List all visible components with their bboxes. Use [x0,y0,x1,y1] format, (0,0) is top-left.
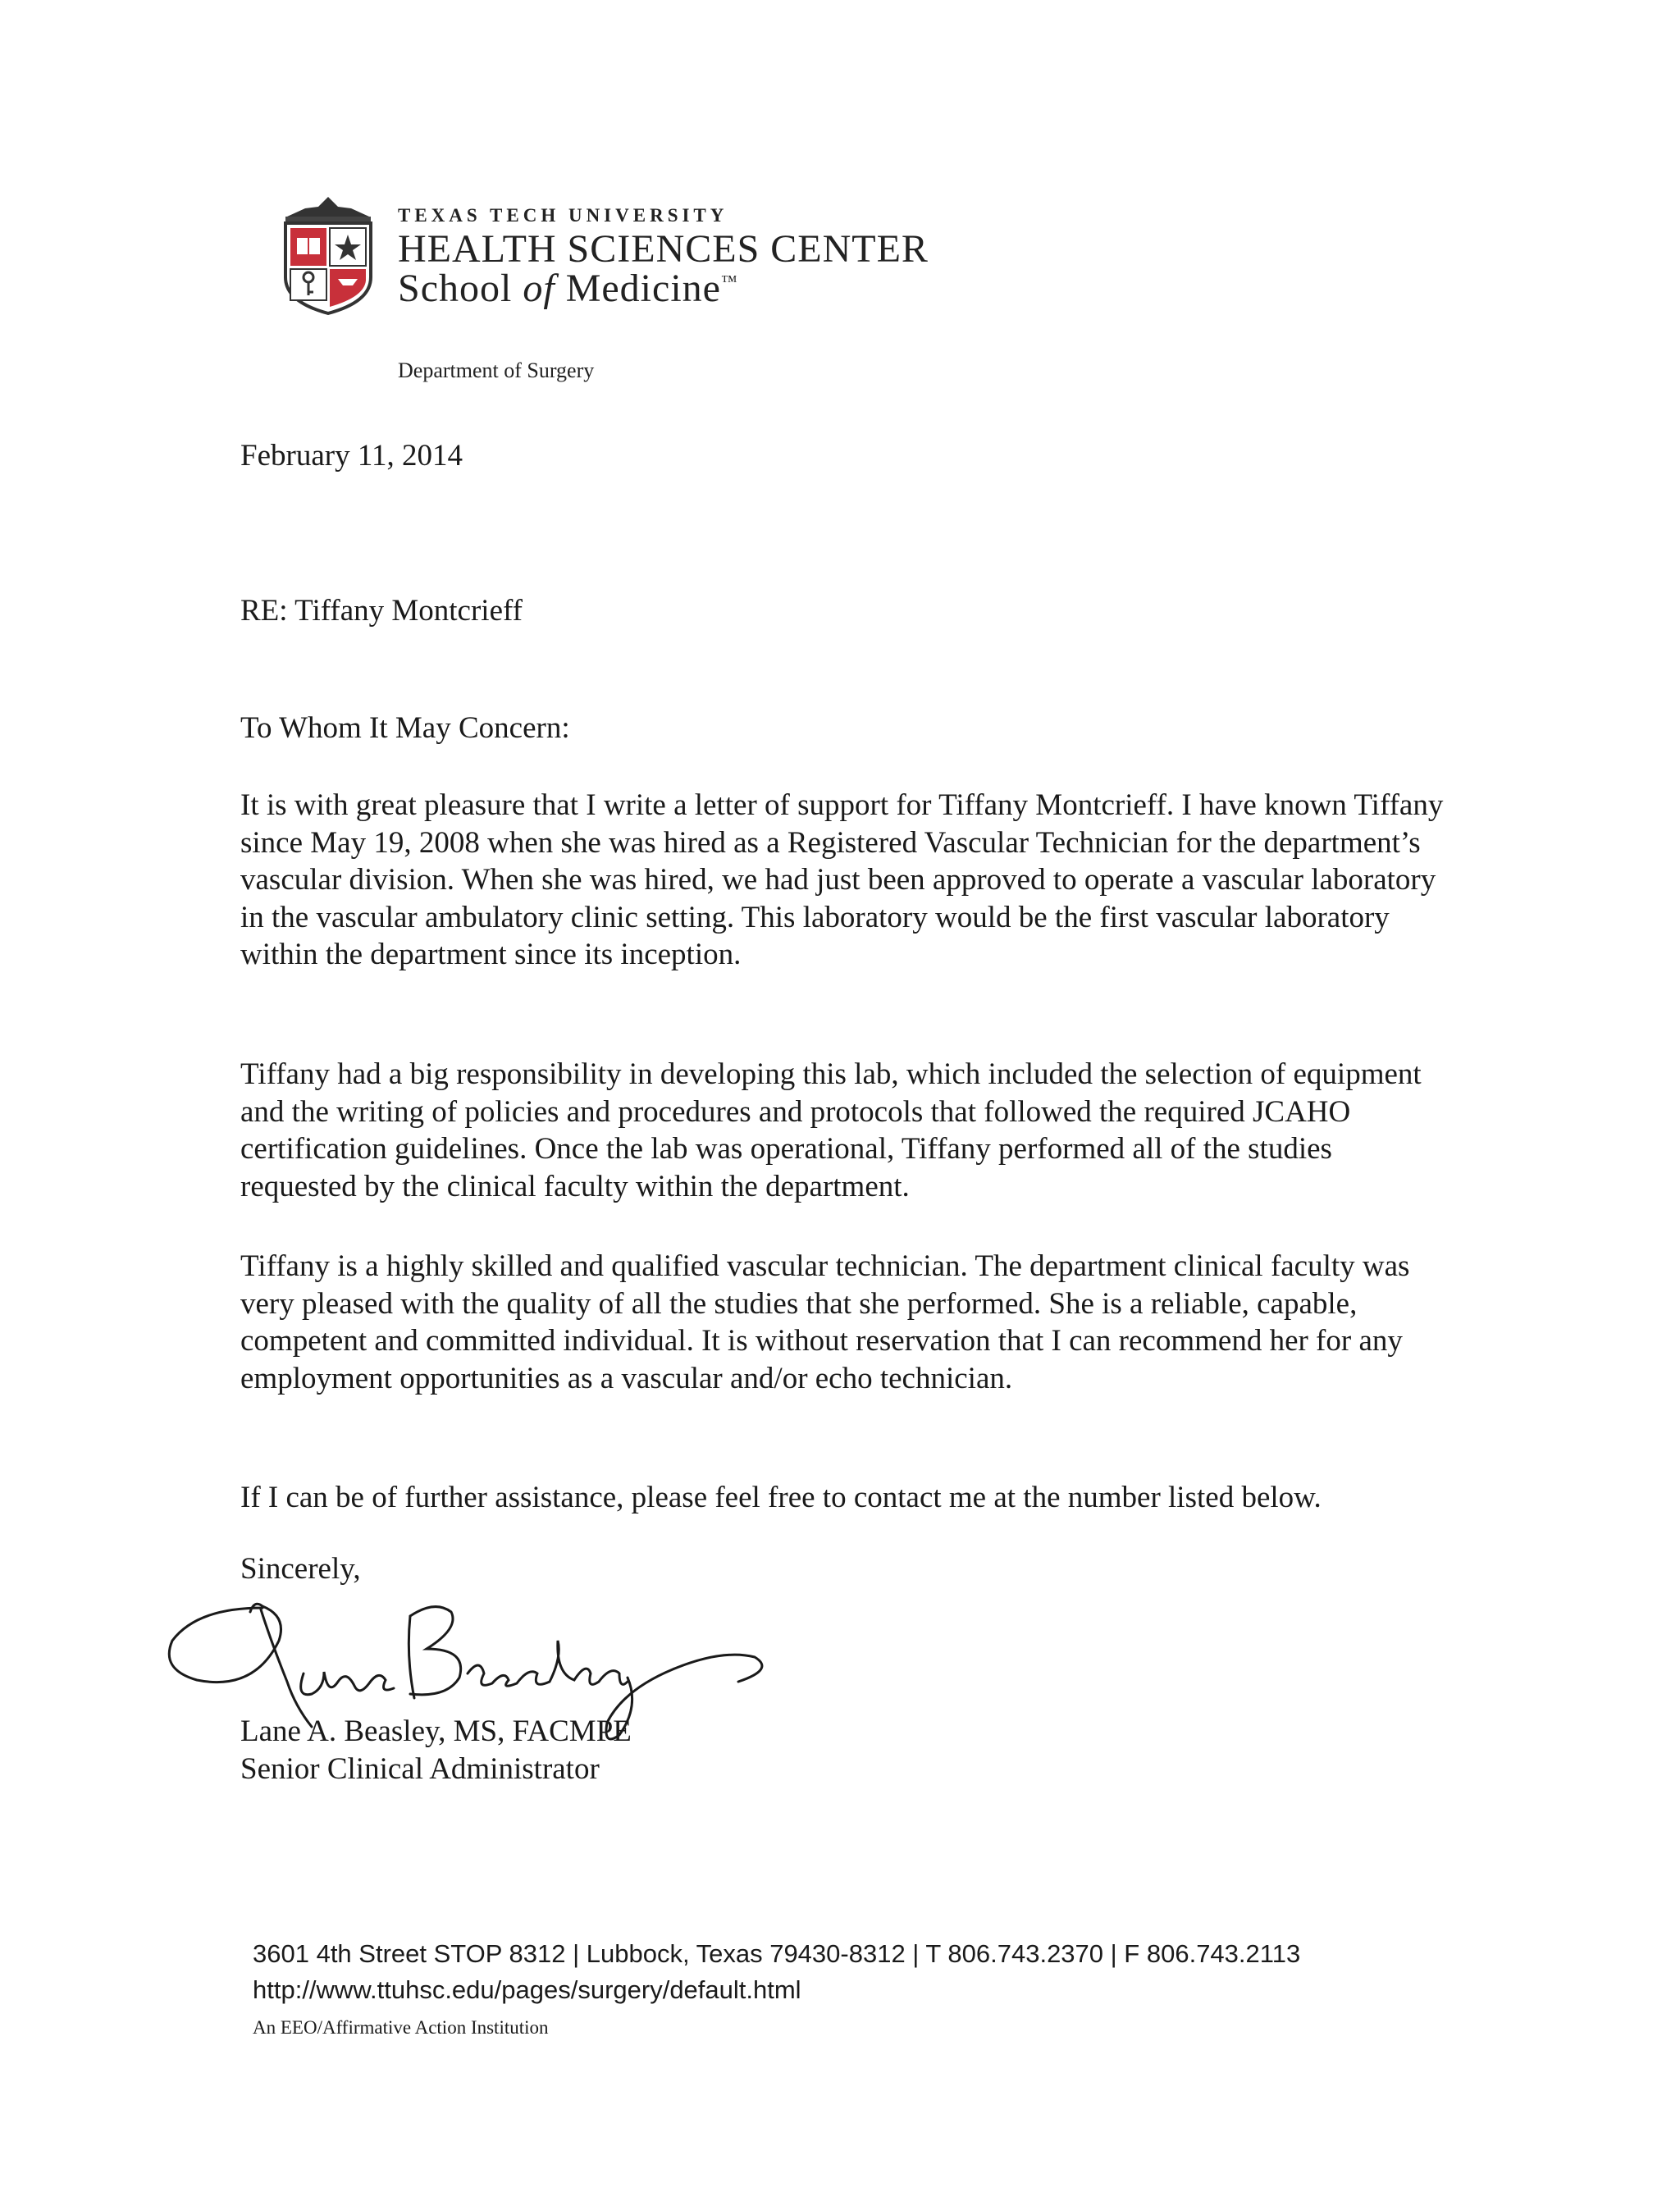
letter-date: February 11, 2014 [240,439,463,473]
school-name-prefix: School [398,267,513,310]
footer-url[interactable]: http://www.ttuhsc.edu/pages/surgery/default.html [253,1975,801,2004]
university-name: TEXAS TECH UNIVERSITY [398,205,728,226]
letter-paragraph-3 [240,1248,1446,1397]
university-shield-logo [279,195,377,315]
footer-address: 3601 4th Street STOP 8312 | Lubbock, Texas 79430-8312 | T 806.743.2370 | F 806.743.2113 [253,1939,1301,1968]
letter-closing: Sincerely, [240,1552,361,1586]
paragraph-text: It is with great pleasure that I write a letter of support for Tiffany Montcrieff. I have known Tiffany since May 19, 2008 when she was hired as a Registered Vascular Technician for the department’s vascular division. When she was hired, we had just been approved to operate a vascular laboratory in the vascular ambulatory clinic setting. This laboratory would be the first vascular laboratory within the department since its inception. [240,788,1444,971]
paragraph-text: Tiffany is a highly skilled and qualified vascular technician. The department clinical faculty was very pleased with the quality of all the studies that she performed. She is a reliable, capable, competent and committed individual. It is without reservation that I can recommend her for any employment opportunities as a vascular and/or echo technician. [240,1249,1410,1395]
letter-paragraph-2 [240,1056,1446,1205]
center-name: HEALTH SCIENCES CENTER [398,227,929,271]
trademark-mark: ™ [720,272,738,290]
department-name: Department of Surgery [398,358,595,382]
letter-paragraph-4 [240,1479,1446,1517]
school-name-of: of [523,267,555,310]
school-name [398,266,738,311]
signer-name: Lane A. Beasley, MS, FACMPE [240,1714,632,1748]
letter-subject: RE: Tiffany Montcrieff [240,594,523,628]
letter-paragraph-1 [240,787,1446,974]
letter-salutation: To Whom It May Concern: [240,711,570,745]
signer-title: Senior Clinical Administrator [240,1752,600,1786]
school-name-suffix: Medicine [565,267,721,310]
paragraph-text: If I can be of further assistance, please feel free to contact me at the number listed below. [240,1481,1322,1514]
paragraph-text: Tiffany had a big responsibility in developing this lab, which included the selection of equipment and the writing of policies and procedures and protocols that followed the required JCAHO certification guidelines. Once the lab was operational, Tiffany performed all of the studies requested by the clinical faculty within the department. [240,1057,1422,1203]
footer-eeo-statement: An EEO/Affirmative Action Institution [253,2017,549,2038]
